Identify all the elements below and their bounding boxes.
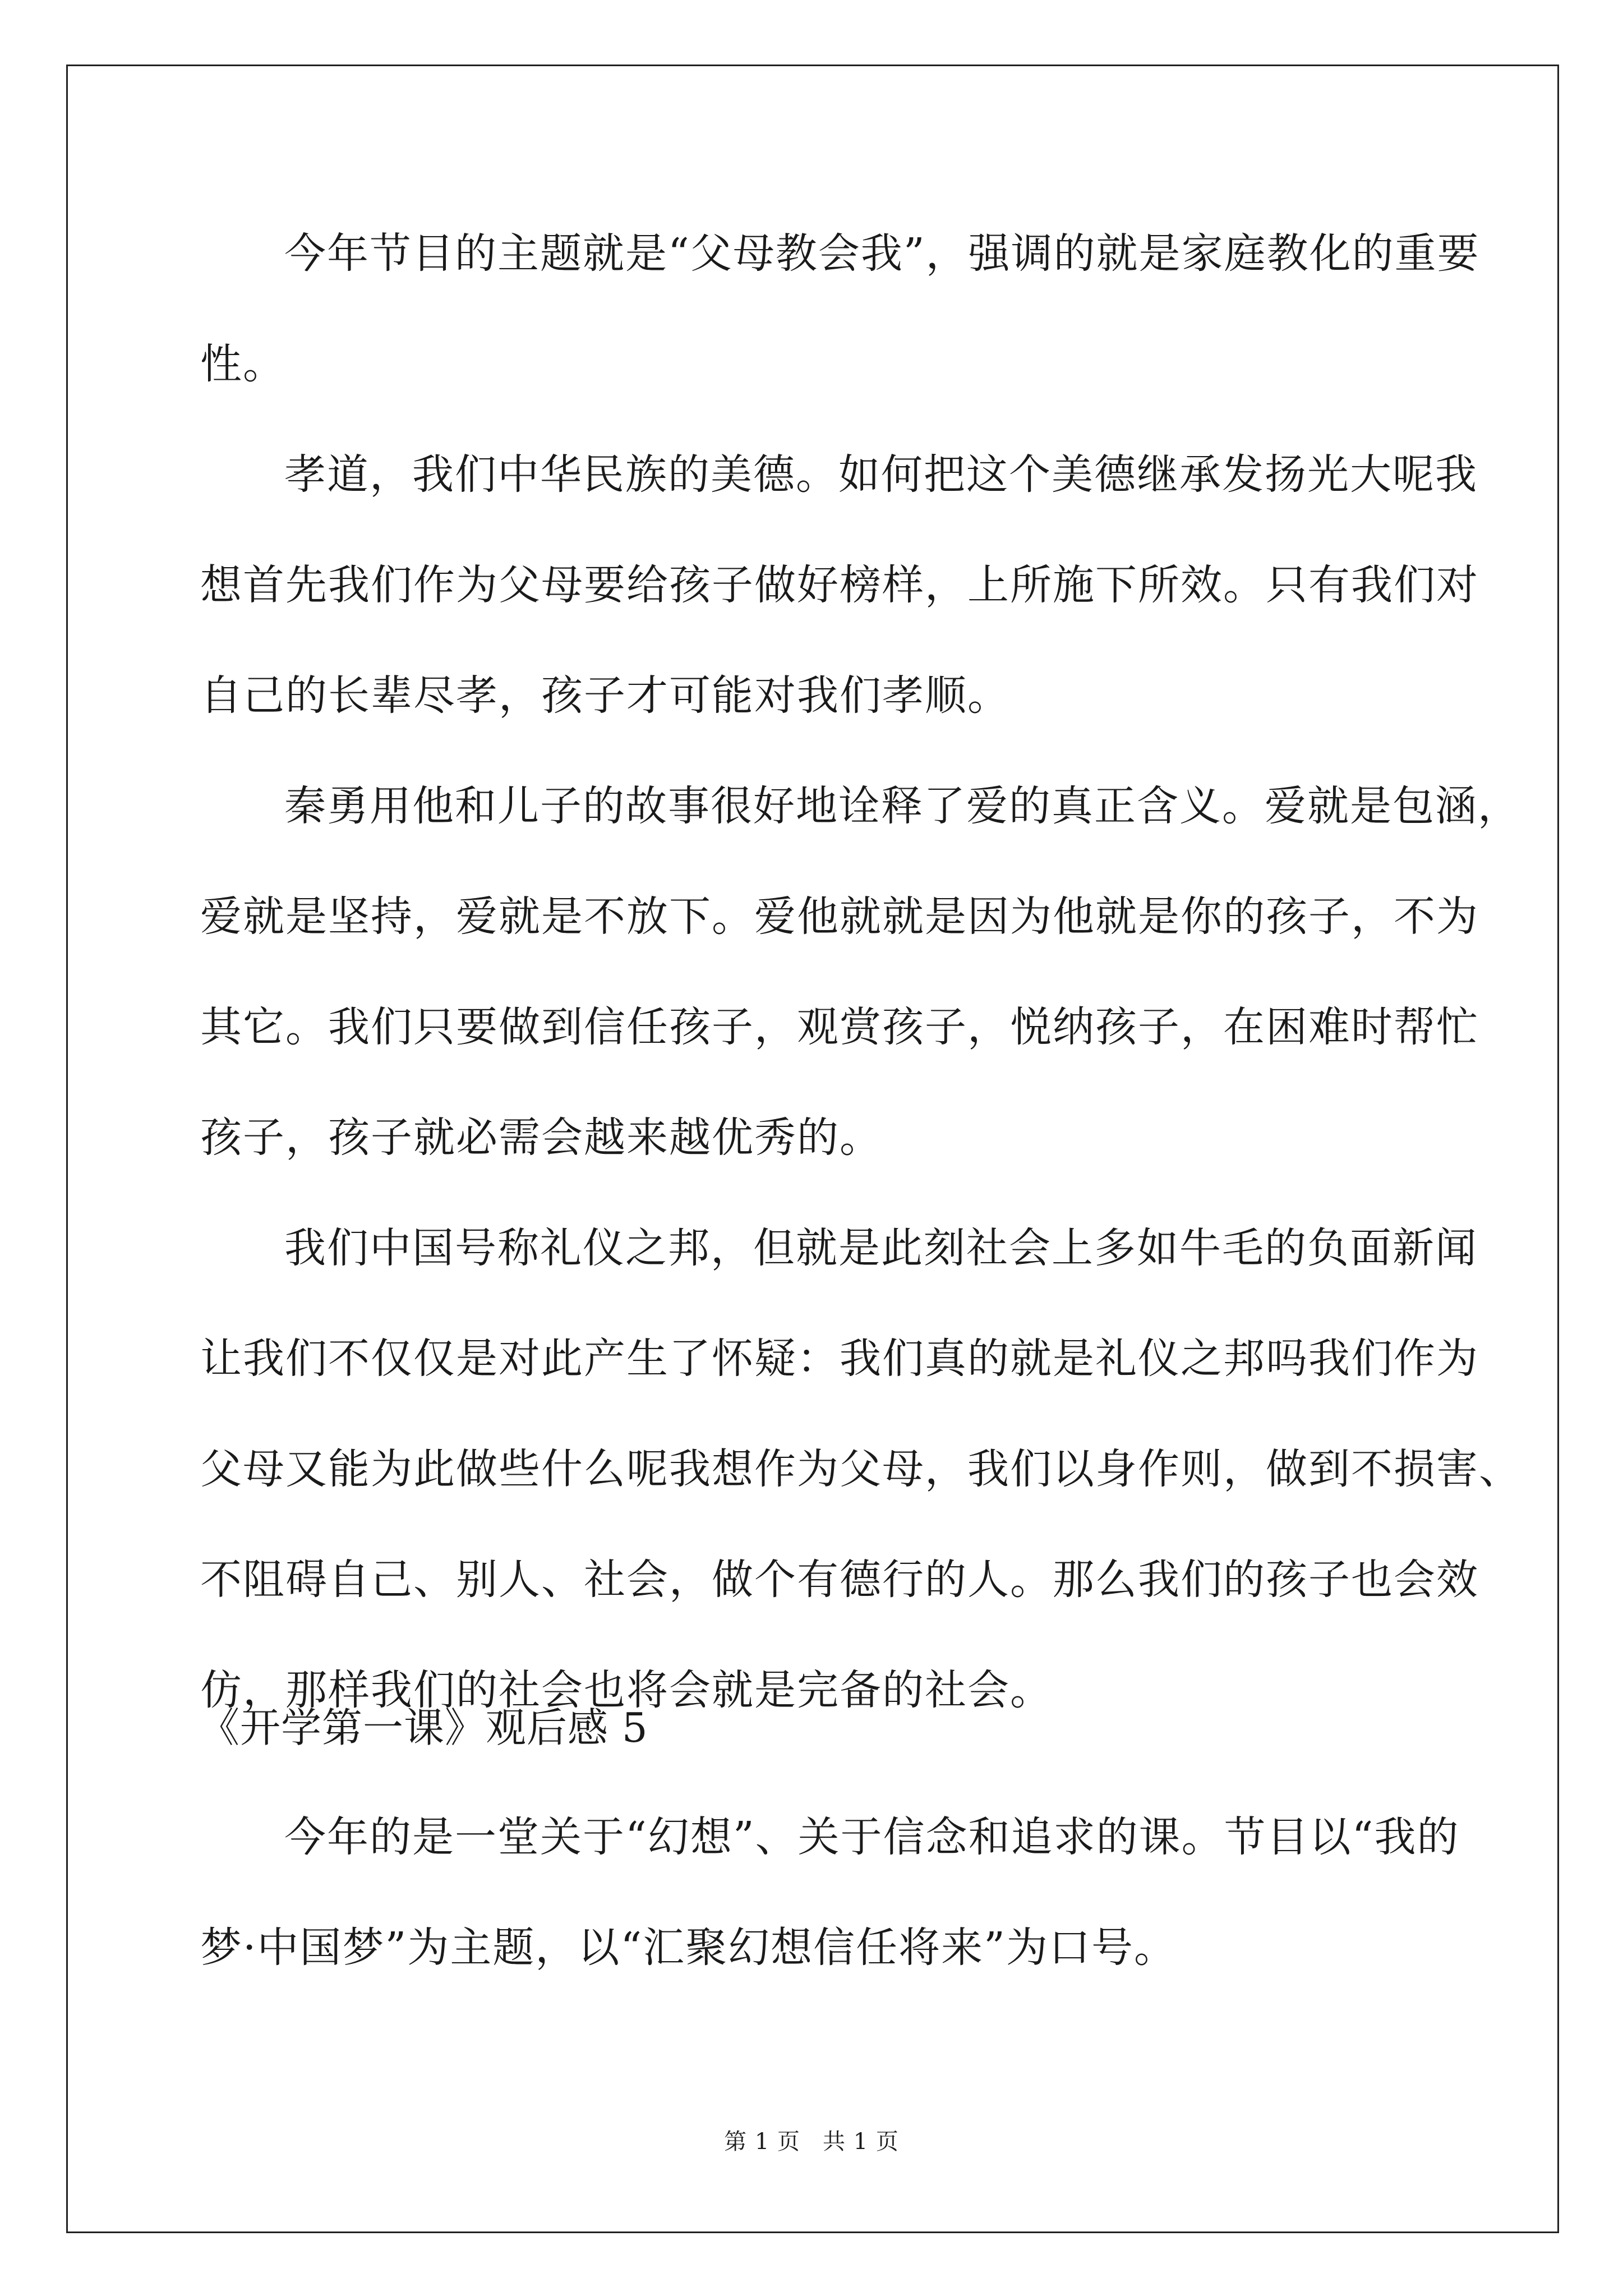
paragraph-1-line-1: 今年节目的主题就是“父母教会我”，强调的就是家庭教化的重要	[284, 229, 1480, 278]
paragraph-4-line-4: 不阻碍自己、别人、社会，做个有德行的人。那么我们的孩子也会效	[200, 1556, 1479, 1604]
paragraph-5-line-1: 今年的是一堂关于“幻想”、关于信念和追求的课。节目以“我的	[284, 1813, 1460, 1861]
paragraph-3-line-4: 孩子，孩子就必需会越来越优秀的。	[200, 1114, 882, 1162]
paragraph-2-line-3: 自己的长辈尽孝，孩子才可能对我们孝顺。	[200, 671, 1010, 720]
paragraph-2-line-1: 孝道，我们中华民族的美德。如何把这个美德继承发扬光大呢我	[284, 450, 1478, 499]
section-heading: 《开学第一课》观后感 5	[199, 1704, 648, 1751]
page-footer	[0, 2125, 1623, 2159]
page-number-label: 第 1 页	[724, 2129, 800, 2155]
document-body-top	[200, 210, 1521, 1757]
paragraph-3-line-2: 爱就是坚持，爱就是不放下。爱他就就是因为他就是你的孩子，不为	[200, 892, 1479, 941]
document-body-bottom	[200, 1794, 1460, 2015]
paragraph-4-line-5: 仿，那样我们的社会也将会就是完备的社会。	[200, 1666, 1053, 1714]
paragraph-5-line-2: 梦·中国梦”为主题，以“汇聚幻想信任将来”为口号。	[200, 1924, 1177, 1972]
paragraph-2-line-2: 想首先我们作为父母要给孩子做好榜样，上所施下所效。只有我们对	[200, 561, 1479, 609]
page-total-label: 共 1 页	[823, 2129, 899, 2155]
paragraph-4-line-3: 父母又能为此做些什么呢我想作为父母，我们以身作则，做到不损害、	[200, 1445, 1521, 1493]
paragraph-4-line-1: 我们中国号称礼仪之邦，但就是此刻社会上多如牛毛的负面新闻	[284, 1224, 1478, 1272]
paragraph-3-line-1: 秦勇用他和儿子的故事很好地诠释了爱的真正含义。爱就是包涵，	[284, 782, 1520, 830]
paragraph-3-line-3: 其它。我们只要做到信任孩子，观赏孩子，悦纳孩子，在困难时帮忙	[200, 1003, 1479, 1051]
paragraph-1-line-2: 性。	[200, 340, 285, 388]
paragraph-4-line-2: 让我们不仅仅是对此产生了怀疑：我们真的就是礼仪之邦吗我们作为	[200, 1335, 1479, 1383]
